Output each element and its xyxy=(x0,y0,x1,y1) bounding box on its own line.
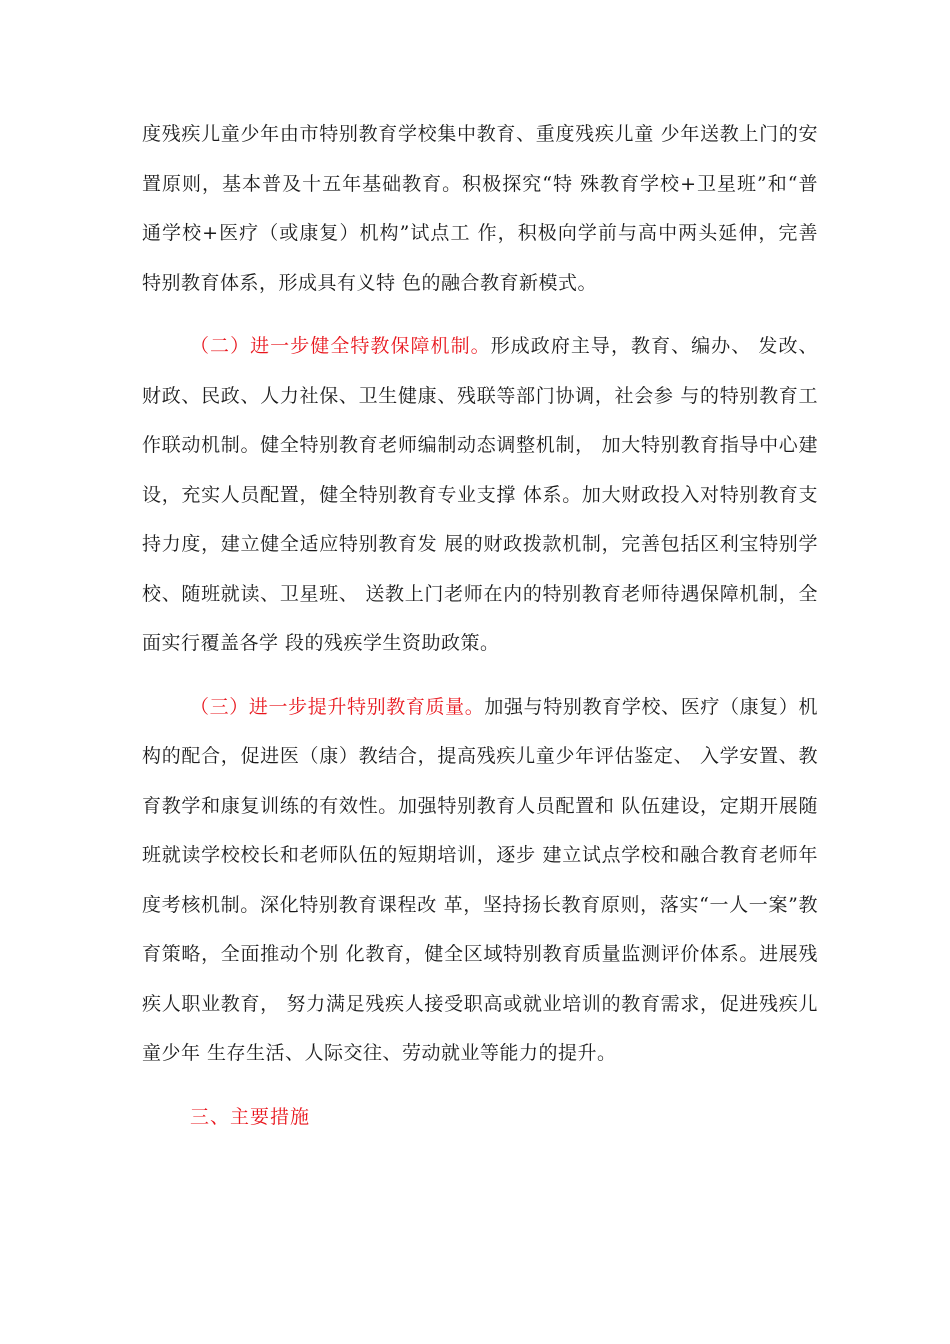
section-heading: 三、主要措施 xyxy=(190,1105,311,1128)
paragraph-lead-heading: （二）进一步健全特教保障机制。 xyxy=(190,335,491,357)
paragraph-lead-heading: （三）进一步提升特别教育质量。 xyxy=(190,695,485,718)
paragraph-body: 形成政府主导，教育、编办、 发改、财政、民政、人力社保、卫生健康、残联等部门协调，社会参 与的特别教育工作联动机制。健全特别教育老师编制动态调整机制， 加大特别教育指导中心建设，充实人员配置，健全特别教育专业支撑 体系。加大财政投入对特别教育支持力度，建立健全适应特别教育发 展的财政拨款机制，完善包括区利宝特别学校、随班就读、卫星班、 送教上门老师在内的特别教育老师待遇保障机制，全面实行覆盖各学 段的残疾学生资助政策。 xyxy=(142,335,818,654)
paragraph-education-quality xyxy=(142,683,818,1079)
paragraph-body: 加强与特别教育学校、医疗（康复）机构的配合，促进医（康）教结合，提高残疾儿童少年评估鉴定、 入学安置、教育教学和康复训练的有效性。加强特别教育人员配置和 队伍建设，定期开展随班就读学校校长和老师队伍的短期培训，逐步 建立试点学校和融合教育老师年度考核机制。深化特别教育课程改 革，坚持扬长教育原则，落实“一人一案”教育策略，全面推动个别 化教育，健全区域特别教育质量监测评价体系。进展残疾人职业教育， 努力满足残疾人接受职高或就业培训的教育需求，促进残疾儿童少年 生存生活、人际交往、劳动就业等能力的提升。 xyxy=(142,695,818,1064)
paragraph-body: 度残疾儿童少年由市特别教育学校集中教育、重度残疾儿童 少年送教上门的安置原则，基本普及十五年基础教育。积极探究“特 殊教育学校+卫星班”和“普通学校+医疗（或康复）机构”试点工 作，积极向学前与高中两头延伸，完善特别教育体系，形成具有义特 色的融合教育新模式。 xyxy=(142,123,818,294)
paragraph-guarantee-mechanism xyxy=(142,322,818,669)
paragraph-continuation xyxy=(142,110,818,308)
document-body xyxy=(142,110,818,1142)
